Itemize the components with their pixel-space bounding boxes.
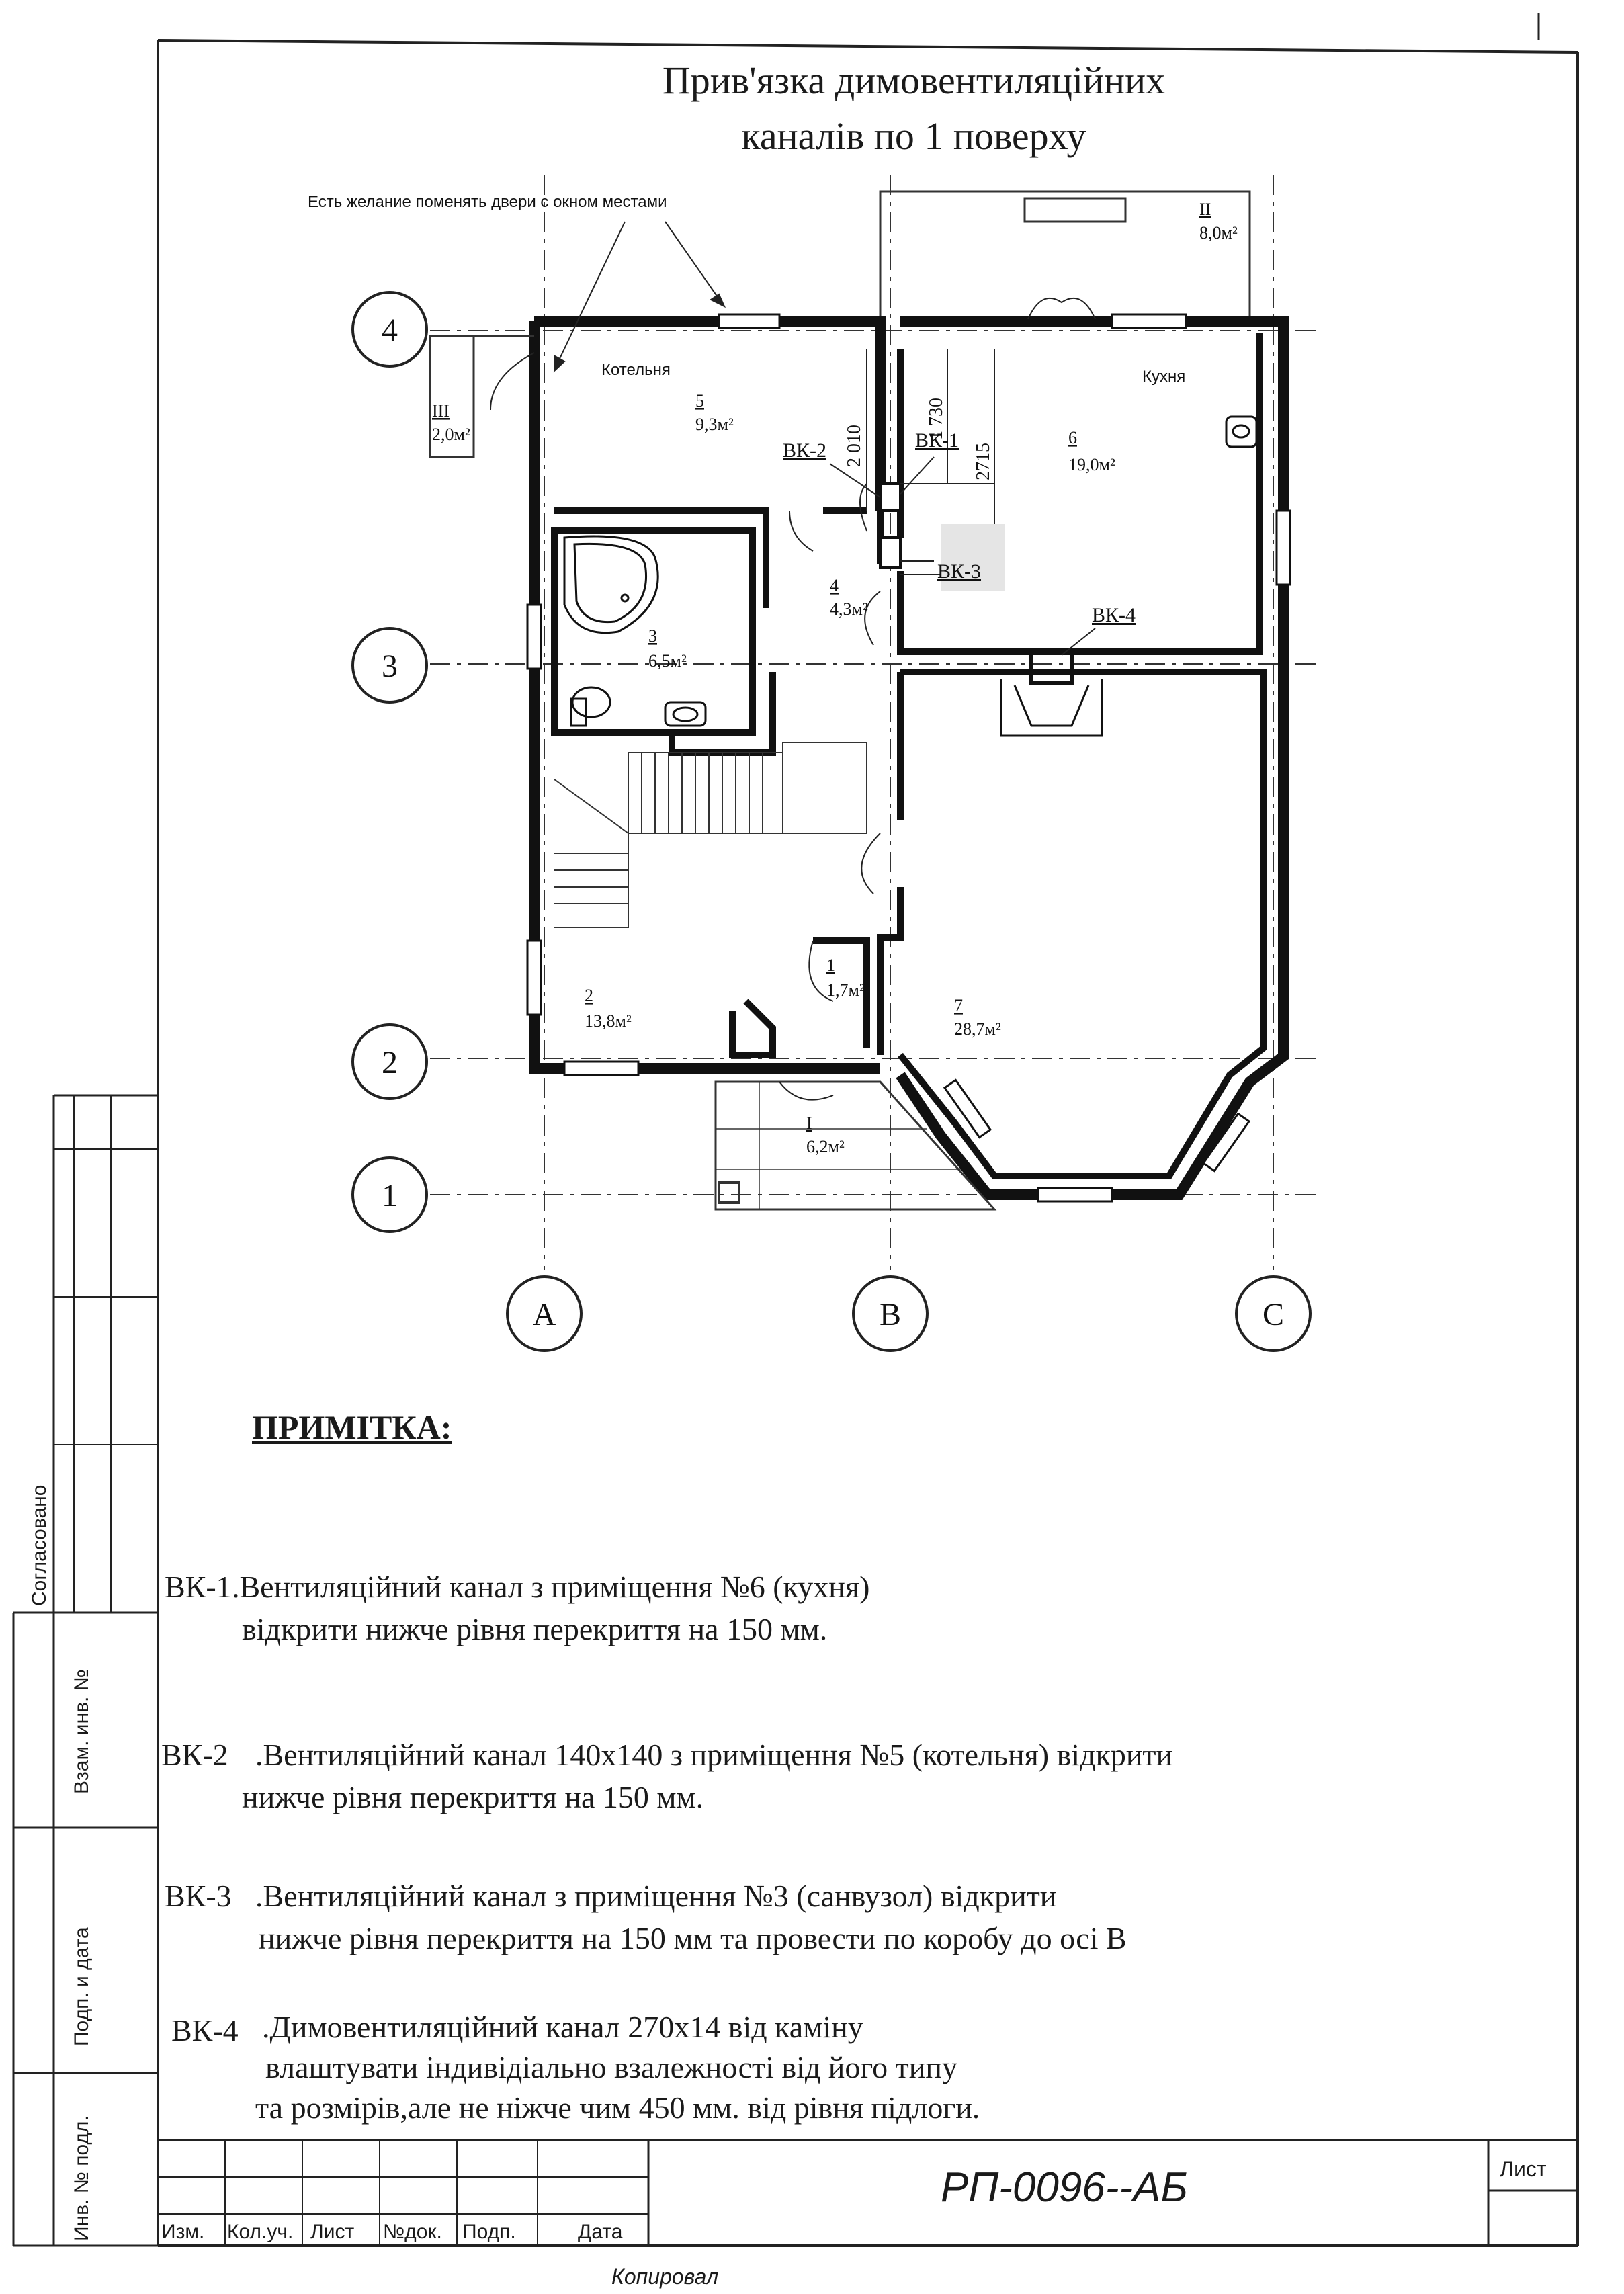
stamp-col-data: Дата	[578, 2221, 623, 2243]
room-4-area: 4,3м²	[830, 599, 868, 619]
axis-label-a: A	[532, 1297, 556, 1332]
note-1-code: ВК-1	[165, 1570, 232, 1604]
dimension-2715: 2715	[973, 443, 994, 480]
note-2-code: ВК-2	[161, 1738, 228, 1772]
annotation-arrows	[554, 222, 1095, 655]
notes-heading: ПРИМІТКА:	[252, 1408, 452, 1446]
terrace-2-area: 8,0м²	[1199, 223, 1238, 243]
note-2-line-2: нижче рівня перекриття на 150 мм.	[242, 1780, 704, 1814]
room-7-number: 7	[954, 996, 963, 1015]
note-4-code: ВК-4	[171, 2013, 239, 2047]
terrace-3-number: III	[432, 401, 450, 421]
channel-label-vk3: ВК-3	[937, 560, 982, 583]
room-5-number: 5	[695, 391, 704, 411]
axis-lines	[430, 175, 1317, 1270]
channel-label-vk4: ВК-4	[1092, 604, 1136, 626]
axis-label-4: 4	[382, 312, 398, 348]
terrace-1-number: I	[806, 1113, 812, 1133]
room-4-number: 4	[830, 576, 839, 595]
stamp-sheet-label: Лист	[1500, 2157, 1547, 2181]
axis-label-c: C	[1262, 1297, 1285, 1332]
room-7-area: 28,7м²	[954, 1019, 1001, 1039]
sanitary-fixtures	[564, 417, 1256, 726]
room-2-number: 2	[585, 986, 593, 1005]
side-label-sign-date: Подп. и дата	[71, 1927, 93, 2046]
room-name-boiler: Котельня	[601, 361, 671, 379]
axis-label-b: B	[879, 1297, 902, 1332]
room-1-area: 1,7м²	[826, 980, 865, 1000]
stamp-col-podp: Подп.	[462, 2221, 516, 2243]
note-4-line-3: та розмірів,але не ніжче чим 450 мм. від рівня підлоги.	[255, 2090, 980, 2125]
axis-label-1: 1	[382, 1178, 398, 1214]
note-4-line-1: .Димовентиляційний канал 270х14 від каміну	[262, 2010, 863, 2044]
terrace-3-area: 2,0м²	[432, 425, 470, 444]
title-line-1: Прив'язка димовентиляційних	[662, 58, 1166, 102]
stamp-col-list: Лист	[310, 2221, 355, 2243]
note-4-line-2: влаштувати індивідіально взалежності від його типу	[265, 2050, 957, 2084]
side-label-inv-podl: Инв. № подл.	[71, 2115, 93, 2241]
room-1-number: 1	[826, 955, 835, 975]
room-3-area: 6,5м²	[648, 651, 687, 671]
axis-label-2: 2	[382, 1045, 398, 1080]
title-line-2: каналів по 1 поверху	[741, 114, 1086, 158]
axis-label-3: 3	[382, 648, 398, 684]
dimension-1730: 1 730	[926, 398, 947, 440]
stamp-col-ndok: №док.	[383, 2221, 442, 2243]
note-3-code: ВК-3	[165, 1879, 232, 1913]
room-3-number: 3	[648, 626, 657, 646]
plan-annotation: Есть желание поменять двери с окном местами	[308, 193, 667, 211]
room-6-area: 19,0м²	[1068, 455, 1115, 474]
staircase	[554, 742, 867, 927]
interior-walls	[554, 333, 1263, 1176]
note-1-line-1: .Вентиляційний канал з приміщення №6 (кухня)	[232, 1570, 870, 1604]
document-code: РП-0096--АБ	[941, 2164, 1188, 2211]
channel-label-vk2: ВК-2	[783, 439, 827, 462]
terrace-1-area: 6,2м²	[806, 1137, 845, 1156]
room-5-area: 9,3м²	[695, 415, 734, 434]
note-1-line-2: відкрити нижче рівня перекриття на 150 мм.	[242, 1612, 828, 1646]
note-3-line-1: .Вентиляційний канал з приміщення №3 (санвузол) відкрити	[255, 1879, 1057, 1913]
side-label-inv-vzam: Взам. инв. №	[71, 1669, 93, 1794]
terrace-2-number: II	[1199, 200, 1211, 219]
stamp-col-kol-uch: Кол.уч.	[227, 2221, 294, 2243]
note-3-line-2: нижче рівня перекриття на 150 мм та провести по коробу до осі В	[259, 1921, 1127, 1955]
copied-by-label: Копировал	[611, 2264, 719, 2289]
stamp-col-izm: Изм.	[161, 2221, 205, 2243]
side-label-agreed: Согласовано	[28, 1484, 50, 1606]
room-name-kitchen: Кухня	[1142, 368, 1186, 386]
channel-label-vk1: ВК-1	[915, 429, 959, 452]
room-6-number: 6	[1068, 428, 1077, 448]
room-2-area: 13,8м²	[585, 1011, 632, 1031]
note-2-line-1: .Вентиляційний канал 140х140 з приміщення №5 (котельня) відкрити	[255, 1738, 1173, 1772]
dimension-2010: 2 010	[844, 425, 865, 467]
